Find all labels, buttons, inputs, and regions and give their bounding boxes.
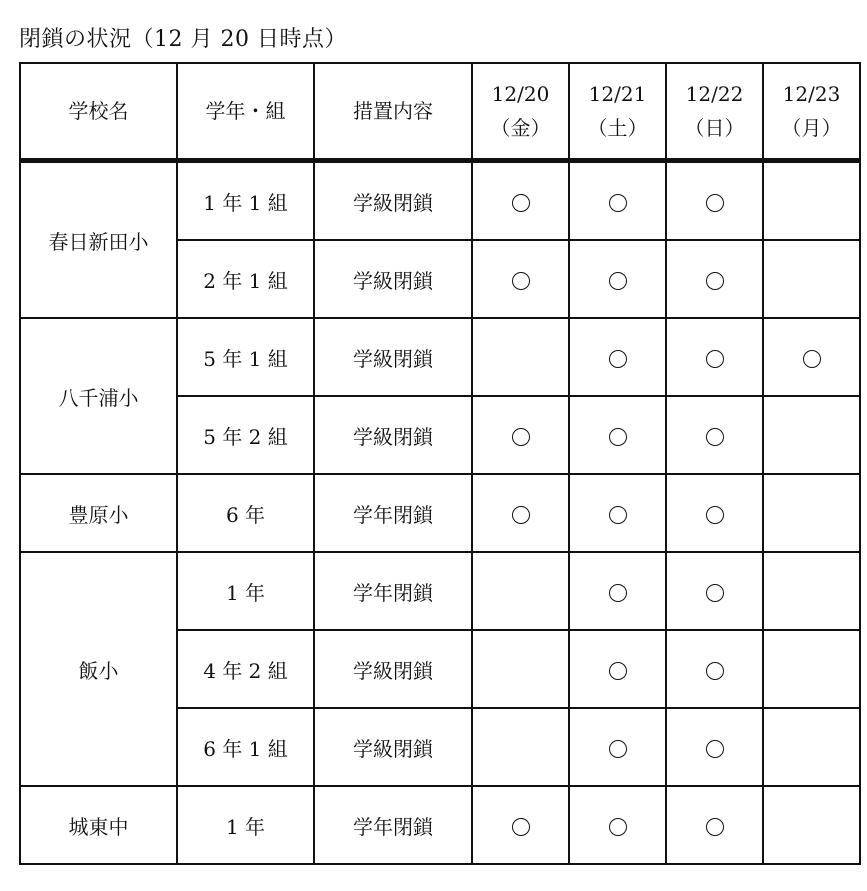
header-date-label: 12/23 (782, 82, 841, 106)
grade-class-cell: 1 年 (177, 552, 314, 630)
header-date-label: 12/20 (491, 82, 550, 106)
grade-class-cell: 1 年 (177, 786, 314, 864)
header-grade-class: 学年・組 (177, 63, 314, 161)
day-cell (666, 474, 763, 552)
day-cell (569, 474, 666, 552)
header-weekday-label: （月） (781, 116, 842, 140)
measure-cell: 学級閉鎖 (314, 630, 472, 708)
day-cell (763, 708, 860, 786)
header-date-1222 (666, 63, 763, 161)
closed-mark-icon (512, 194, 530, 212)
measure-cell: 学級閉鎖 (314, 318, 472, 396)
day-cell (569, 786, 666, 864)
day-cell (569, 630, 666, 708)
day-cell (569, 552, 666, 630)
school-name-cell: 豊原小 (20, 474, 177, 552)
closed-mark-icon (609, 428, 627, 446)
closed-mark-icon (706, 272, 724, 290)
measure-cell: 学級閉鎖 (314, 161, 472, 241)
header-school: 学校名 (20, 63, 177, 161)
day-cell (472, 786, 569, 864)
header-date-label: 12/21 (588, 82, 647, 106)
school-name-cell: 八千浦小 (20, 318, 177, 474)
day-cell (569, 708, 666, 786)
closed-mark-icon (609, 818, 627, 836)
closed-mark-icon (609, 584, 627, 602)
grade-class-cell: 2 年 1 組 (177, 240, 314, 318)
grade-class-cell: 6 年 (177, 474, 314, 552)
table-row (20, 552, 860, 630)
measure-cell: 学年閉鎖 (314, 786, 472, 864)
day-cell (472, 630, 569, 708)
day-cell (763, 396, 860, 474)
day-cell (472, 240, 569, 318)
grade-class-cell: 4 年 2 組 (177, 630, 314, 708)
school-name-cell: 城東中 (20, 786, 177, 864)
closed-mark-icon (706, 506, 724, 524)
closed-mark-icon (609, 662, 627, 680)
day-cell (763, 318, 860, 396)
measure-cell: 学級閉鎖 (314, 708, 472, 786)
measure-cell: 学級閉鎖 (314, 396, 472, 474)
day-cell (569, 318, 666, 396)
closed-mark-icon (706, 818, 724, 836)
day-cell (472, 474, 569, 552)
day-cell (666, 708, 763, 786)
header-row (20, 63, 860, 161)
day-cell (666, 240, 763, 318)
day-cell (666, 630, 763, 708)
closed-mark-icon (609, 350, 627, 368)
day-cell (763, 786, 860, 864)
header-date-1223 (763, 63, 860, 161)
closed-mark-icon (512, 272, 530, 290)
closed-mark-icon (512, 818, 530, 836)
day-cell (763, 161, 860, 241)
measure-cell: 学年閉鎖 (314, 552, 472, 630)
measure-cell: 学年閉鎖 (314, 474, 472, 552)
closed-mark-icon (706, 350, 724, 368)
closed-mark-icon (706, 194, 724, 212)
header-date-1220 (472, 63, 569, 161)
grade-class-cell: 5 年 2 組 (177, 396, 314, 474)
day-cell (666, 552, 763, 630)
closed-mark-icon (512, 506, 530, 524)
closed-mark-icon (803, 350, 821, 368)
table-row (20, 318, 860, 396)
header-weekday-label: （金） (490, 116, 551, 140)
header-date-label: 12/22 (685, 82, 744, 106)
table-row (20, 786, 860, 864)
day-cell (472, 161, 569, 241)
closed-mark-icon (609, 740, 627, 758)
header-measure: 措置内容 (314, 63, 472, 161)
measure-cell: 学級閉鎖 (314, 240, 472, 318)
grade-class-cell: 1 年 1 組 (177, 161, 314, 241)
header-weekday-label: （土） (587, 116, 648, 140)
closed-mark-icon (512, 428, 530, 446)
day-cell (472, 318, 569, 396)
day-cell (763, 552, 860, 630)
closed-mark-icon (609, 272, 627, 290)
day-cell (763, 630, 860, 708)
day-cell (569, 240, 666, 318)
day-cell (472, 396, 569, 474)
header-weekday-label: （日） (684, 116, 745, 140)
closure-status-table (19, 62, 861, 865)
header-date-1221 (569, 63, 666, 161)
school-name-cell: 春日新田小 (20, 161, 177, 319)
day-cell (666, 161, 763, 241)
day-cell (666, 318, 763, 396)
closed-mark-icon (706, 662, 724, 680)
grade-class-cell: 5 年 1 組 (177, 318, 314, 396)
page-title: 閉鎖の状況（12 月 20 日時点） (19, 27, 347, 52)
school-name-cell: 飯小 (20, 552, 177, 786)
closed-mark-icon (706, 428, 724, 446)
closed-mark-icon (609, 506, 627, 524)
table-row (20, 474, 860, 552)
closed-mark-icon (706, 740, 724, 758)
day-cell (569, 161, 666, 241)
day-cell (763, 474, 860, 552)
day-cell (569, 396, 666, 474)
table-row (20, 161, 860, 241)
day-cell (472, 552, 569, 630)
closed-mark-icon (706, 584, 724, 602)
day-cell (666, 786, 763, 864)
closed-mark-icon (609, 194, 627, 212)
day-cell (666, 396, 763, 474)
day-cell (472, 708, 569, 786)
day-cell (763, 240, 860, 318)
grade-class-cell: 6 年 1 組 (177, 708, 314, 786)
